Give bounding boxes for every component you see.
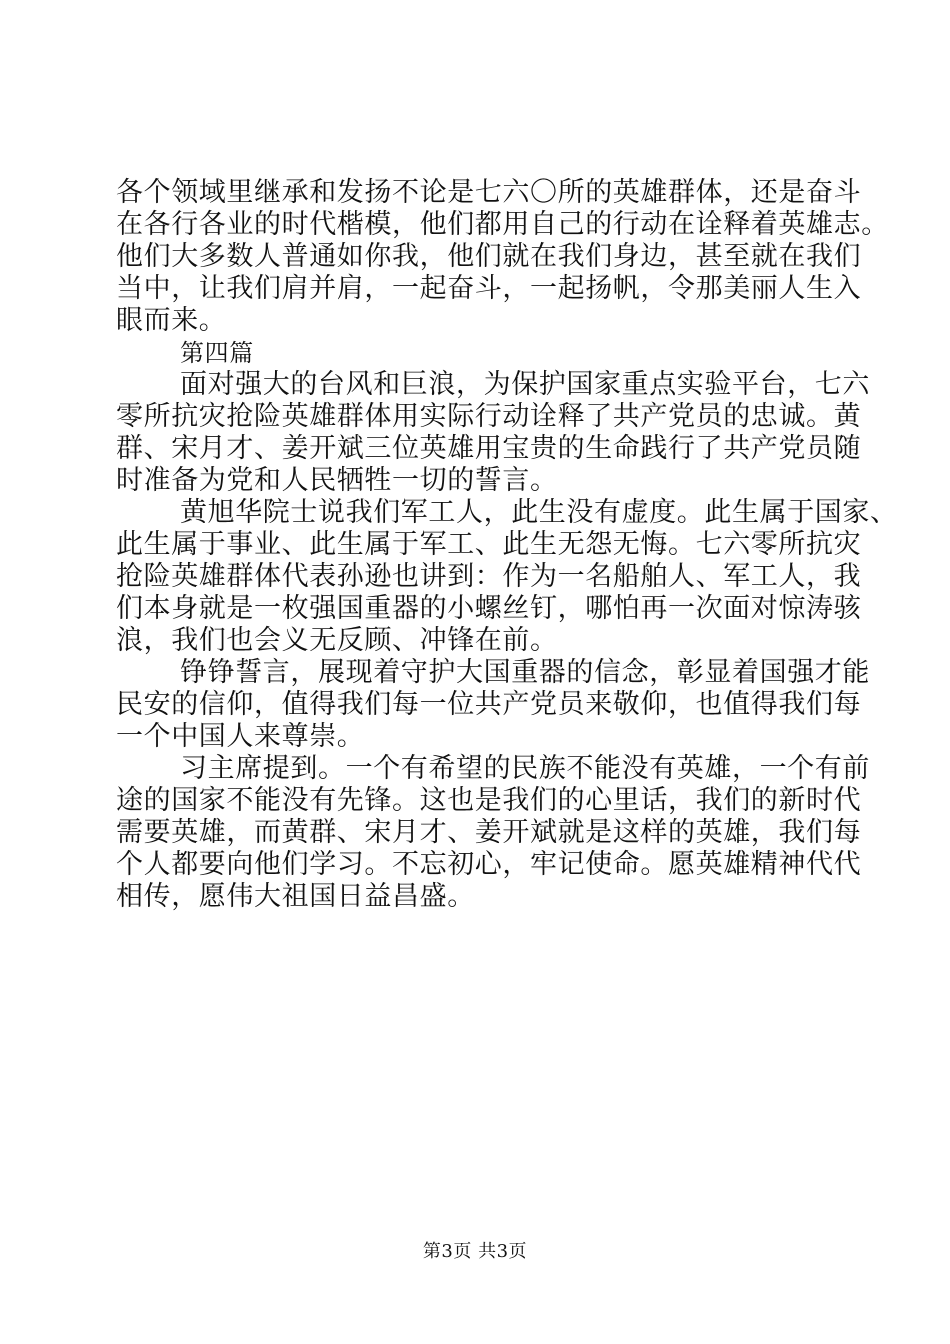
text-line: 时准备为党和人民牺牲一切的誓言。 <box>116 465 558 496</box>
text-line: 在各行各业的时代楷模，他们都用自己的行动在诠释着英雄志。 <box>116 209 889 240</box>
text-line: 抢险英雄群体代表孙逊也讲到：作为一名船舶人、军工人，我 <box>116 561 862 592</box>
text-line: 零所抗灾抢险英雄群体用实际行动诠释了共产党员的忠诚。黄 <box>116 401 862 432</box>
paragraph-first-line: 面对强大的台风和巨浪，为保护国家重点实验平台，七六 <box>180 369 870 400</box>
text-line: 群、宋月才、姜开斌三位英雄用宝贵的生命践行了共产党员随 <box>116 433 862 464</box>
text-line: 当中，让我们肩并肩，一起奋斗，一起扬帆，令那美丽人生入 <box>116 273 862 304</box>
document-body <box>116 177 898 913</box>
paragraph-first-line: 黄旭华院士说我们军工人，此生没有虚度。此生属于国家、 <box>180 497 898 528</box>
text-line: 此生属于事业、此生属于军工、此生无怨无悔。七六零所抗灾 <box>116 529 862 560</box>
text-line: 一个中国人来尊崇。 <box>116 721 365 752</box>
page-number-footer: 第3页 共3页 <box>422 1241 528 1262</box>
text-line: 需要英雄，而黄群、宋月才、姜开斌就是这样的英雄，我们每 <box>116 817 862 848</box>
text-line: 民安的信仰，值得我们每一位共产党员来敬仰，也值得我们每 <box>116 689 862 720</box>
text-line: 相传，愿伟大祖国日益昌盛。 <box>116 881 475 912</box>
text-line: 他们大多数人普通如你我，他们就在我们身边，甚至就在我们 <box>116 241 862 272</box>
section-heading: 第四篇 <box>180 339 254 367</box>
text-line: 各个领域里继承和发扬不论是七六〇所的英雄群体，还是奋斗 <box>116 177 862 208</box>
text-line: 个人都要向他们学习。不忘初心，牢记使命。愿英雄精神代代 <box>116 849 862 880</box>
text-line: 浪，我们也会义无反顾、冲锋在前。 <box>116 625 558 656</box>
text-line: 们本身就是一枚强国重器的小螺丝钉，哪怕再一次面对惊涛骇 <box>116 593 862 624</box>
text-line: 眼而来。 <box>116 305 227 336</box>
text-line: 途的国家不能没有先锋。这也是我们的心里话，我们的新时代 <box>116 785 862 816</box>
paragraph-first-line: 习主席提到。一个有希望的民族不能没有英雄，一个有前 <box>180 753 870 784</box>
paragraph-first-line: 铮铮誓言，展现着守护大国重器的信念，彰显着国强才能 <box>180 657 870 688</box>
